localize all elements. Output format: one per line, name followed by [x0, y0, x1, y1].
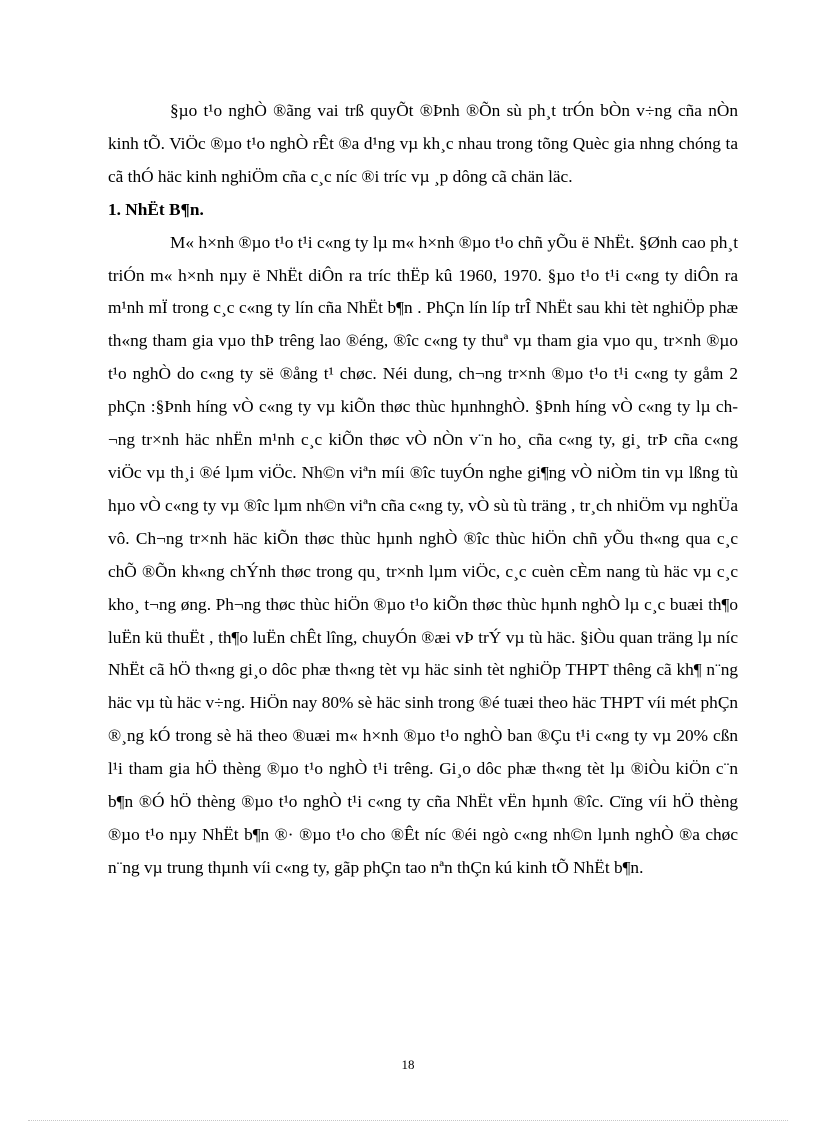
body-text: [108, 95, 738, 885]
intro-paragraph: §µo t¹o nghÒ ®ãng vai trß quyÕt ®Þnh ®Õn sù ph¸t trÓn bÒn v÷ng cña nÒn kinh tÕ. ViÖc ®µo t¹o nghÒ rÊt ®a d¹ng vµ kh¸c nhau trong tõng Quèc gia nhng chóng ta cã thÓ häc kinh nghiÖm cña c¸c níc ®i tríc vµ ¸p dông cã chän läc.: [108, 101, 738, 186]
page-bottom-divider: [28, 1120, 788, 1121]
page-number: 18: [401, 1057, 415, 1072]
section-heading: 1. NhËt B¶n.: [108, 199, 204, 219]
japan-paragraph: M« h×nh ®µo t¹o t¹i c«ng ty lµ m« h×nh ®µo t¹o chñ yÕu ë NhËt. §Ønh cao ph¸t triÓn m« h×nh nµy ë NhËt diÔn ra tríc thËp kû 1960, 1970. §µo t¹o t¹i c«ng ty diÔn ra m¹nh mÏ trong c¸c c«ng ty lín cña NhËt b¶n . PhÇn lín líp trÎ NhËt sau khi tèt nghiÖp phæ th«ng tham gia vµo thÞ trêng lao ®éng, ®îc c«ng ty thuª vµ tham gia vµo qu¸ tr×nh ®µo t¹o nghÒ do c«ng ty së ®ång t¹ chøc. Néi dung, ch¬ng tr×nh ®µo t¹o t¹i c«ng ty gåm 2 phÇn :§Þnh híng vÒ c«ng ty vµ kiÕn thøc thùc hµnhnghÒ. §Þnh híng vÒ c«ng ty lµ ch¬ng tr×nh häc nhËn m¹nh c¸c kiÕn thøc vÒ nÒn v¨n ho¸ cña c«ng ty, gi¸ trÞ cña c«ng viÖc vµ th¸i ®é lµm viÖc. Nh©n viªn míi ®îc tuyÓn nghe gi¶ng vÒ niÒm tin vµ lßng tù hµo vÒ c«ng ty vµ ®îc lµm nh©n viªn cña c«ng ty, vÒ sù tù träng , tr¸ch nhiÖm vµ nghÜa vô. Ch¬ng tr×nh häc kiÕn thøc thùc hµnh nghÒ ®îc thùc hiÖn chñ yÕu th«ng qua c¸c chÕ ®Õn kh«ng chÝnh thøc trong qu¸ tr×nh lµm viÖc, c¸c cuèn cÈm nang tù häc vµ c¸c kho¸ t¬ng øng. Ph¬ng thøc thùc hiÖn ®µo t¹o kiÕn thøc thùc hµnh nghÒ lµ c¸c buæi th¶o luËn kü thuËt , th¶o luËn chÊt lîng, chuyÓn ®æi vÞ trÝ vµ tù häc. §iÒu quan träng lµ níc NhËt cã hÖ th«ng gi¸o dôc phæ th«ng tèt vµ häc sinh tèt nghiÖp THPT thêng cã kh¶ n¨ng häc vµ tù häc v÷ng. HiÖn nay 80% sè häc sinh trong ®é tuæi theo häc THPT víi mét phÇn ®¸ng kÓ trong sè hä theo ®uæi m« h×nh ®µo t¹o nghÒ ban ®Çu t¹i c«ng ty vµ 20% cßn l¹i tham gia hÖ thèng ®µo t¹o nghÒ t¹i trêng. Gi¸o dôc phæ th«ng tèt lµ ®iÒu kiÖn c¨n b¶n ®Ó hÖ thèng ®µo t¹o nghÒ t¹i c«ng ty cña NhËt vËn hµnh ®îc. Cïng víi hÖ thèng ®µo t¹o nµy NhËt b¶n ®· ®µo t¹o cho ®Êt níc ®éi ngò c«ng nh©n lµnh nghÒ ®a chøc n¨ng vµ trung thµnh víi c«ng ty, gãp phÇn tao nªn thÇn kú kinh tÕ NhËt b¶n.: [108, 232, 738, 877]
